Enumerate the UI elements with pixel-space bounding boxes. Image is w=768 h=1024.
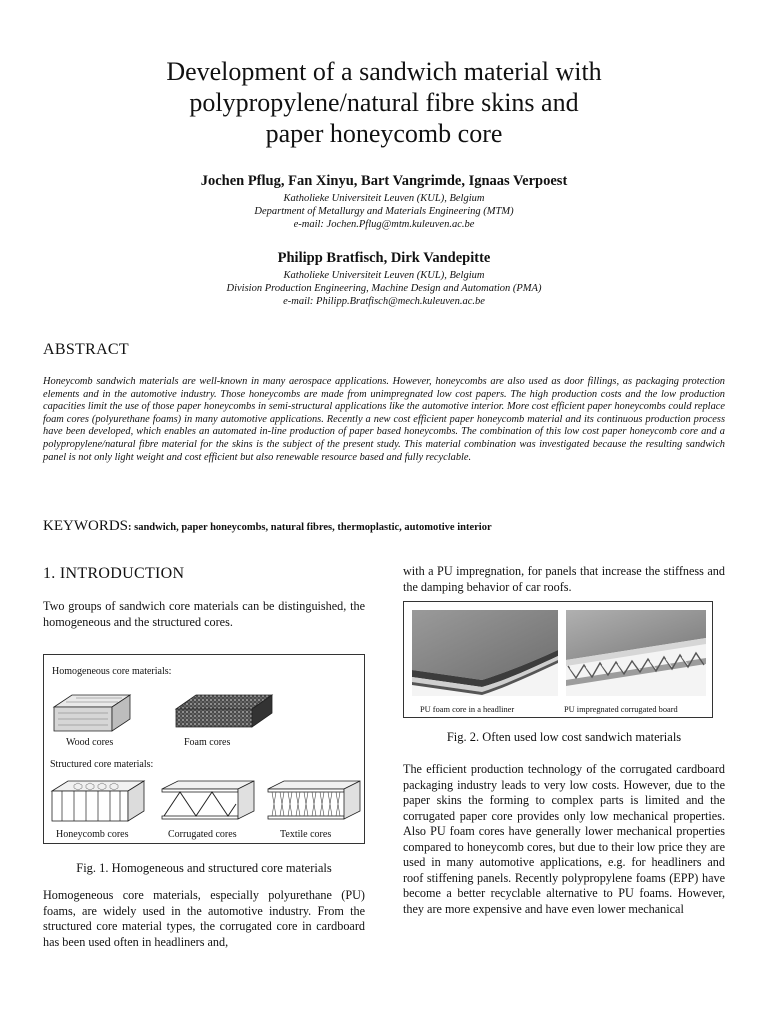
affiliation-university: Katholieke Universiteit Leuven (KUL), Belgium <box>283 193 485 204</box>
wood-cores-label: Wood cores <box>66 737 114 748</box>
right-paragraph-1: with a PU impregnation, for panels that increase the stiffness and the damping behavior of car roofs. <box>403 564 725 594</box>
paper-title <box>60 56 708 149</box>
figure-1-caption: Fig. 1. Homogeneous and structured core materials <box>76 861 332 875</box>
wood-core-illustration <box>52 691 132 736</box>
homogeneous-core-label: Homogeneous core materials: <box>52 666 172 677</box>
pu-foam-core-label: PU foam core in a headliner <box>420 705 515 714</box>
keywords-values: : sandwich, paper honeycombs, natural fibres, thermoplastic, automotive interior <box>128 522 492 533</box>
textile-cores-label: Textile cores <box>280 829 332 840</box>
corrugated-cores-label: Corrugated cores <box>168 829 237 840</box>
title-line: paper honeycomb core <box>265 119 503 148</box>
keywords-line <box>43 517 733 535</box>
affiliation-university: Katholieke Universiteit Leuven (KUL), Belgium <box>283 270 485 281</box>
foam-cores-label: Foam cores <box>184 737 231 748</box>
introduction-heading: 1. INTRODUCTION <box>43 565 185 582</box>
right-paragraph-2: The efficient production technology of the corrugated cardboard packaging industry leads to very low costs. However, due to the paper skins the forming to complex parts is limited and the corrugated paper core provides only low mechanical properties. Also PU foam cores have generally lower mechanical properties compared to honeycomb cores, but due to their low price they are used in many automotive applications, e.g. for headliners and roof stiffening panels. Recently polypropylene foams (EPP) have become a better recyclable alternative to PU foams. However, they are more expensive and have even lower mechanical <box>403 762 725 916</box>
affiliation-email: e-mail: Philipp.Bratfisch@mech.kuleuven.ac.be <box>283 296 485 307</box>
affiliation-division: Division Production Engineering, Machine Design and Automation (PMA) <box>226 283 542 294</box>
honeycomb-cores-label: Honeycomb cores <box>56 829 129 840</box>
foam-core-illustration <box>174 691 274 736</box>
authors-group-1: Jochen Pflug, Fan Xinyu, Bart Vangrimde, Ignaas Verpoest <box>200 173 568 189</box>
honeycomb-core-illustration <box>50 779 146 825</box>
pu-corrugated-board-label: PU impregnated corrugated board <box>564 705 678 714</box>
pu-foam-headliner-photo <box>412 610 558 696</box>
affiliation-email: e-mail: Jochen.Pflug@mtm.kuleuven.ac.be <box>293 219 475 230</box>
abstract-heading: ABSTRACT <box>43 341 129 358</box>
title-line: Development of a sandwich material with <box>166 57 602 86</box>
figure-2-caption: Fig. 2. Often used low cost sandwich materials <box>446 730 682 744</box>
figure-1 <box>43 654 365 844</box>
textile-core-illustration <box>266 779 362 825</box>
authors-group-2: Philipp Bratfisch, Dirk Vandepitte <box>277 250 491 266</box>
intro-paragraph-1: Two groups of sandwich core materials can be distinguished, the homogeneous and the structured cores. <box>43 599 365 629</box>
affiliation-group-1 <box>40 192 728 231</box>
keywords-label: KEYWORDS <box>43 518 128 534</box>
abstract-text: Honeycomb sandwich materials are well-known in many aerospace applications. However, honeycombs are also used as door fillings, as packaging protection elements and in the automotive industry. Those honeycombs are made from unimpregnated low cost papers. The high production costs and the low production capacities limit the use of those paper honeycombs in semi-structural applications like the automotive interior. More cost efficient paper honeycombs could replace foam cores (polyurethane foams) in many automotive applications. Recently a new cost efficient paper honeycomb material and its continuous production process have been developed, which enables an automated in-line production of paper based honeycombs. The combination of this low cost paper honeycomb core and a polypropylene/natural fibre material for the skins is the subject of the present study. This material combination was investigated because the resulting sandwich panel is not only light weight and cost efficient but also renewable resource based and fully recyclable. <box>43 376 725 463</box>
intro-paragraph-2: Homogeneous core materials, especially polyurethane (PU) foams, are widely used in the automotive industry. From the structured core material types, the corrugated core in cardboard has been used often in headliners and, <box>43 888 365 949</box>
affiliation-department: Department of Metallurgy and Materials Engineering (MTM) <box>254 206 514 217</box>
figure-2 <box>403 601 713 718</box>
corrugated-core-illustration <box>160 779 256 825</box>
structured-core-label: Structured core materials: <box>50 759 154 770</box>
title-line: polypropylene/natural fibre skins and <box>189 88 579 117</box>
corrugated-board-photo <box>566 610 706 696</box>
affiliation-group-2 <box>40 269 728 308</box>
